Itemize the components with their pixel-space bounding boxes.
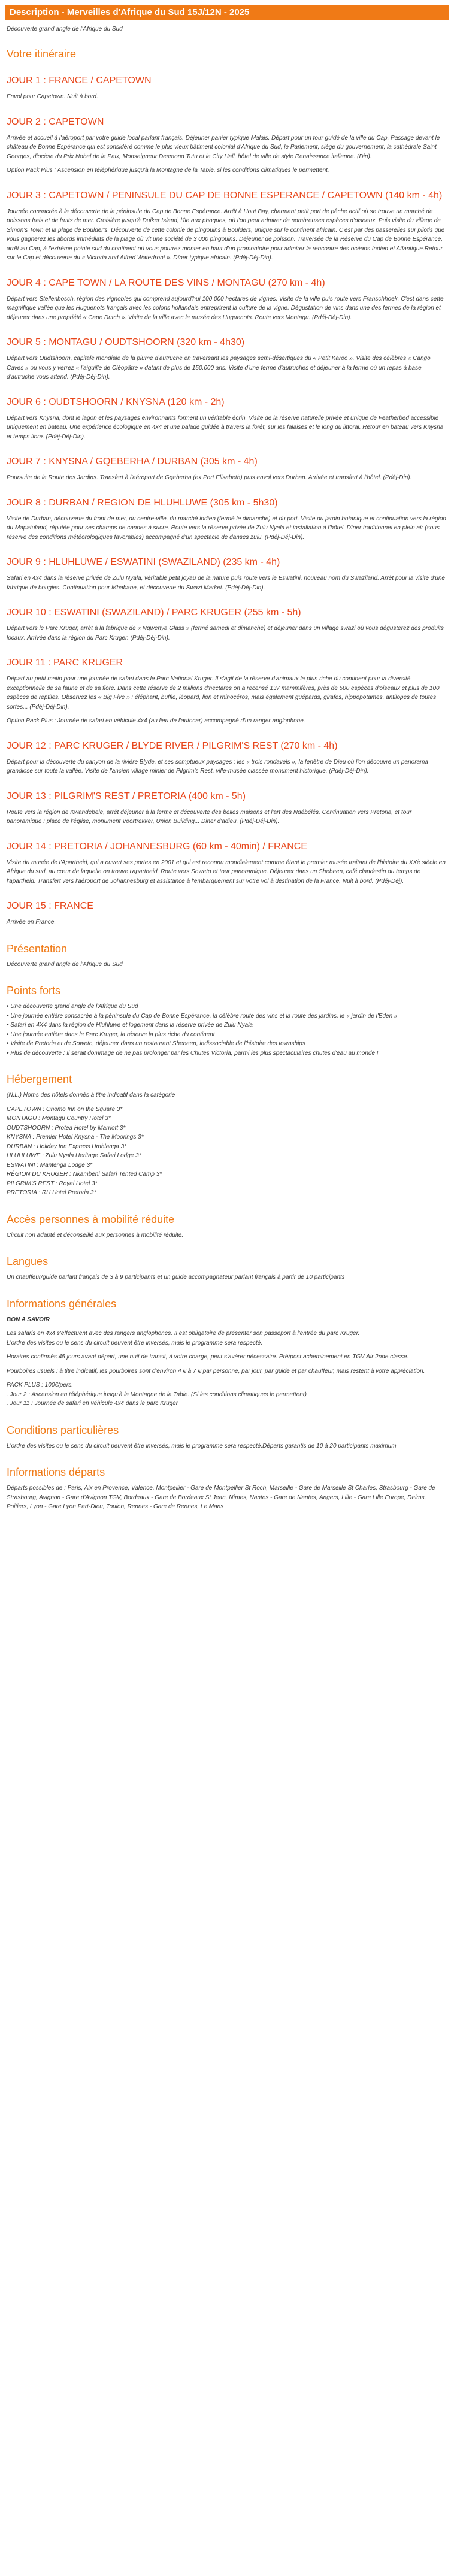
departures-heading: Informations départs bbox=[7, 1466, 105, 1478]
day-description: Visite du musée de l'Apartheid, qui a ouvert ses portes en 2001 et qui est reconnu mondialement comme étant le premier musée traitant de l'histoire du XXè siècle en Afrique du sud, au cœur de laquelle on trouve l'apartheid. Route vers Soweto et tour panoramique. Déjeuner dans un Shebeen, café clandestin du temps de l'apartheid. Transfert vers l'aéroport de Johannesburg et assistance à l'embarquement sur votre vol à destination de la France. Nuit à bord. (Pdéj-Déj). bbox=[7, 859, 446, 885]
highlights-list bbox=[7, 1002, 447, 1058]
day-description: Option Pack Plus : Journée de safari en véhicule 4x4 (au lieu de l'autocar) accompagné d'un ranger anglophone. bbox=[7, 718, 305, 724]
hotel-item: HLUHLUWE : Zulu Nyala Heritage Safari Lodge 3* bbox=[7, 1152, 141, 1159]
general-info-text bbox=[7, 1329, 447, 1409]
day-description: Départ vers Stellenbosch, région des vignobles qui comprend aujourd'hui 100 000 hectares de vignes. Visite de la ville puis route vers Franschhoek. C'est dans cette magnifique vallée que les Huguenots français avec les colons hollandais entreprirent la culture de la vigne. Dégustation de vins dans une des fermes de la région et déjeuner dans une propriété « Cape Dutch ». Visite de la ville avec le musée des Huguenots. Route vers Montagu. (Pdéj-Déj-Din). bbox=[7, 295, 444, 321]
itinerary-days bbox=[7, 75, 447, 927]
highlight-item: • Safari en 4X4 dans la région de Hluhluwe et logement dans la réserve privée de Zulu Nyala bbox=[7, 1022, 253, 1028]
highlight-item: • Une journée entière consacrée à la péninsule du Cap de Bonne Espérance, la célèbre route des vins et la route des jardins, le « jardin de l'Eden » bbox=[7, 1012, 398, 1019]
highlight-item: • Une journée entière dans le Parc Kruger, la réserve la plus riche du continent bbox=[7, 1031, 215, 1038]
accessibility-text: Circuit non adapté et déconseillé aux personnes à mobilité réduite. bbox=[7, 1231, 184, 1239]
day-description: Envol pour Capetown. Nuit à bord. bbox=[7, 93, 98, 100]
general-info-paragraph: Horaires confirmés 45 jours avant départ, une nuit de transit, à votre charge, peut s'avérer nécessaire. Pré/post acheminement en TGV Air 2nde classe. bbox=[7, 1354, 409, 1360]
presentation-text: Découverte grand angle de l'Afrique du Sud bbox=[7, 961, 123, 968]
day-heading: JOUR 7 : KNYSNA / GQEBERHA / DURBAN (305 km - 4h) bbox=[7, 456, 258, 467]
hotel-item: KNYSNA : Premier Hotel Knysna - The Moorings 3* bbox=[7, 1134, 144, 1140]
day-description: Départ pour la découverte du canyon de la rivière Blyde, et ses somptueux paysages : les « trois rondavels », la fenêtre de Dieu où l'on découvre un panorama grandiose sur toute la vallée. Visite de l'ancien village minier de Pilgrim's Rest, ville-musée classée monument historique. (Pdéj-Déj-Din). bbox=[7, 758, 428, 774]
page-title-banner bbox=[5, 5, 449, 20]
day-heading: JOUR 4 : CAPE TOWN / LA ROUTE DES VINS / MONTAGU (270 km - 4h) bbox=[7, 277, 325, 288]
hotel-item: PILGRIM'S REST : Royal Hotel 3* bbox=[7, 1180, 98, 1187]
day-heading: JOUR 3 : CAPETOWN / PENINSULE DU CAP DE BONNE ESPERANCE / CAPETOWN (140 km - 4h) bbox=[7, 190, 443, 201]
day-description: Départ au petit matin pour une journée de safari dans le Parc National Kruger. Il s'agit de la réserve d'animaux la plus riche du continent pour la diversité exceptionnelle de sa faune et de sa flore. Dans cette réserve de 2 millions d'hectares on a recensé 137 mammifères, près de 500 espèces d'oiseaux et plus de 100 espèces de reptiles. Observez les « Big Five » : éléphant, buffle, léopard, lion et rhinocéros, mais également guépards, girafes, hippopotames, antilopes de toutes sortes... (Pdéj-Déj-Din). bbox=[7, 676, 440, 710]
languages-heading: Langues bbox=[7, 1255, 49, 1267]
day-description: Option Pack Plus : Ascension en téléphérique jusqu'à la Montagne de la Table, si les conditions climatiques le permettent. bbox=[7, 167, 329, 174]
day-description: Route vers la région de Kwandebele, arrêt déjeuner à la ferme et découverte des belles maisons et l'art des Ndébélés. Continuation vers Pretoria, et tour panoramique : place de l'église, monument Voortrekker, Union Building... Diner d'adieu. (Pdéj-Déj-Din). bbox=[7, 809, 412, 825]
day-heading: JOUR 9 : HLUHLUWE / ESWATINI (SWAZILAND) (235 km - 4h) bbox=[7, 557, 280, 567]
day-heading: JOUR 6 : OUDTSHOORN / KNYSNA (120 km - 2h) bbox=[7, 396, 225, 407]
conditions-heading: Conditions particulières bbox=[7, 1424, 119, 1436]
itinerary-heading: Votre itinéraire bbox=[7, 48, 77, 60]
day-heading: JOUR 13 : PILGRIM'S REST / PRETORIA (400 km - 5h) bbox=[7, 791, 246, 801]
day-heading: JOUR 14 : PRETORIA / JOHANNESBURG (60 km - 40min) / FRANCE bbox=[7, 841, 308, 852]
hotel-item: ESWATINI : Mantenga Lodge 3* bbox=[7, 1161, 93, 1169]
day-heading: JOUR 12 : PARC KRUGER / BLYDE RIVER / PILGRIM'S REST (270 km - 4h) bbox=[7, 740, 338, 751]
day-heading: JOUR 5 : MONTAGU / OUDTSHOORN (320 km - 4h30) bbox=[7, 337, 245, 347]
highlights-heading: Points forts bbox=[7, 985, 61, 997]
highlight-item: • Plus de découverte : Il serait dommage de ne pas prolonger par les Chutes Victoria, parmi les plus spectaculaires chutes d'eau au monde ! bbox=[7, 1049, 379, 1057]
hotel-item: RÉGION DU KRUGER : Nkambeni Safari Tented Camp 3* bbox=[7, 1171, 162, 1177]
day-description: Visite de Durban, découverte du front de mer, du centre-ville, du marché indien (fermé le dimanche) et du port. Visite du jardin botanique et continuation vers la région du Mapatuland, réputée pour ses champs de cannes à sucre. Route vers la réserve privée de Zulu Nyala et installation à l'hôtel. Dîner traditionnel en plein air (sous réserve des conditions météorologiques favorables) accompagné d'un spectacle de danses zulu. (Pdéj-Déj-Din). bbox=[7, 515, 446, 541]
day-heading: JOUR 10 : ESWATINI (SWAZILAND) / PARC KRUGER (255 km - 5h) bbox=[7, 607, 301, 617]
day-heading: JOUR 2 : CAPETOWN bbox=[7, 116, 104, 127]
general-info-paragraph: PACK PLUS : 100€/pers. . Jour 2 : Ascension en téléphérique jusqu'à la Montagne de la Table. (Si les conditions climatiques le permettent) . Jour 11 : Journée de safari en véhicule 4x4 dans le parc Kruger bbox=[7, 1382, 307, 1407]
day-description: Départ vers Oudtshoorn, capitale mondiale de la plume d'autruche en traversant les paysages semi-désertiques du « Petit Karoo ». Visite des célèbres « Cango Caves » ou vous y verrez « l'aiguille de Cléopâtre » datant de plus de 150.000 ans. Visite d'une ferme d'autruches et déjeuner à la ferme où un repas à base d'autruche vous attend. (Pdéj-Déj-Din). bbox=[7, 355, 431, 380]
highlight-item: • Une découverte grand angle de l'Afrique du Sud bbox=[7, 1003, 138, 1010]
main-content bbox=[0, 26, 454, 1512]
accessibility-heading: Accès personnes à mobilité réduite bbox=[7, 1213, 175, 1225]
day-description: Arrivée et accueil à l'aéroport par votre guide local parlant français. Déjeuner panier typique Malais. Départ pour un tour guidé de la ville du Cap. Passage devant le château de Bonne Espérance qui est considéré comme le plus vieux bâtiment colonial d'Afrique du Sud, le Parlement, siège du gouvernement, la cathédrale Saint Georges, diocèse du Prix Nobel de la Paix, Monseigneur Desmond Tutu et le City Hall, hôtel de ville de style Renaissance italienne. (Din). bbox=[7, 134, 440, 160]
day-description: Journée consacrée à la découverte de la péninsule du Cap de Bonne Espérance. Arrêt à Hout Bay, charmant petit port de pêche actif où se trouve un marché de poissons frais et de fruits de mer. Croisière jusqu'à Duiker Island, l'île aux phoques, où l'on peut admirer de nombreuses espèces d'oiseaux. Puis visite du village de Simon's Town et la plage de Boulder's. Découverte de cette colonie de pingouins à Boulders, unique sur le continent africain. C'est par des passerelles sur pilotis que vous gagnerez les abords immédiats de la plage où vit une société de 3 000 pingouins. Déjeuner de poisson. Traversée de la Réserve du Cap de Bonne Espérance, arrêt au Cap, à l'extrême pointe sud du continent où vous pourrez monter en haut d'un promontoire pour admirer la rencontre des océans Indien et Atlantique.Retour sur le Cap et découverte du « Victoria and Alfred Waterfront ». Dîner typique africain. (Pdéj-Déj-Din). bbox=[7, 208, 445, 261]
accommodation-heading: Hébergement bbox=[7, 1073, 72, 1085]
subtitle: Découverte grand angle de l'Afrique du Sud bbox=[7, 26, 123, 32]
day-description: Poursuite de la Route des Jardins. Transfert à l'aéroport de Gqeberha (ex Port Elisabeth) puis envol vers Durban. Arrivée et transfert à l'hôtel. (Pdéj-Din). bbox=[7, 474, 412, 481]
departures-text: Départs possibles de : Paris, Aix en Provence, Valence, Montpellier - Gare de Montpellier St Roch, Marseille - Gare de Marseille St Charles, Strasbourg - Gare de Strasbourg, Avignon - Gare d'Avignon TGV, Bordeaux - Gare de Bordeaux St Jean, Nîmes, Nantes - Gare de Nantes, Angers, Lille - Gare Lille Europe, Reims, Poitiers, Lyon - Gare Lyon Part-Dieu, Toulon, Rennes - Gare de Rennes, Le Mans bbox=[7, 1485, 435, 1510]
day-description: Safari en 4x4 dans la réserve privée de Zulu Nyala, véritable petit joyau de la nature puis route vers le Eswatini, nouveau nom du Swaziland. Arrêt pour la visite d'une fabrique de bougies. Continuation pour Mbabane, et découverte du Swazi Market. (Pdéj-Déj-Din). bbox=[7, 575, 445, 591]
day-heading: JOUR 15 : FRANCE bbox=[7, 901, 93, 911]
hotel-list bbox=[7, 1105, 447, 1198]
accommodation-intro: (N.L.) Noms des hôtels donnés à titre indicatif dans la catégorie bbox=[7, 1092, 175, 1098]
day-description: Départ vers Knysna, dont le lagon et les paysages environnants forment un véritable écrin. Visite de la réserve naturelle privée et unique de Featherbed accessible uniquement en bateau. Une expérience écologique en 4x4 et une balade guidée à travers la forêt, sur les falaises et le long du littoral. Retour en bateau vers Knysna et temps libre. (Pdéj-Déj-Din). bbox=[7, 414, 444, 440]
conditions-text: L'ordre des visites ou le sens du circuit peuvent être inversés, mais le programme sera respecté.Départs garantis de 10 à 20 participants maximum bbox=[7, 1442, 397, 1449]
day-heading: JOUR 8 : DURBAN / REGION DE HLUHLUWE (305 km - 5h30) bbox=[7, 497, 278, 508]
day-heading: JOUR 1 : FRANCE / CAPETOWN bbox=[7, 75, 152, 86]
hotel-item: MONTAGU : Montagu Country Hotel 3* bbox=[7, 1115, 111, 1122]
day-description: Départ vers le Parc Kruger, arrêt à la fabrique de « Ngwenya Glass » (fermé samedi et dimanche) et déjeuner dans un village swazi où vous dégusterez des produits locaux. Arrivée dans la région du Parc Kruger. (Pdéj-Déj-Din). bbox=[7, 625, 444, 641]
hotel-item: OUDTSHOORN : Protea Hotel by Marriott 3* bbox=[7, 1124, 126, 1131]
general-info-paragraph: Pourboires usuels : à titre indicatif, les pourboires sont d'environ 4 € à 7 € par personne, par jour, par guide et par chauffeur, mais restent à votre appréciation. bbox=[7, 1367, 425, 1375]
hotel-item: CAPETOWN : Onomo Inn on the Square 3* bbox=[7, 1106, 123, 1113]
hotel-item: DURBAN : Holiday Inn Express Umhlanga 3* bbox=[7, 1143, 127, 1150]
general-info-heading: Informations générales bbox=[7, 1297, 117, 1310]
highlight-item: • Visite de Pretoria et de Soweto, déjeuner dans un restaurant Shebeen, indissociable de l'histoire des townships bbox=[7, 1040, 305, 1047]
page-title: Description - Merveilles d'Afrique du Sud 15J/12N - 2025 bbox=[10, 7, 250, 17]
day-heading: JOUR 11 : PARC KRUGER bbox=[7, 658, 123, 668]
presentation-heading: Présentation bbox=[7, 942, 68, 955]
languages-text: Un chauffeur/guide parlant français de 3 à 9 participants et un guide accompagnateur parlant français à partir de 10 participants bbox=[7, 1274, 345, 1281]
general-info-paragraph: Les safaris en 4x4 s'effectuent avec des rangers anglophones. Il est obligatoire de présenter son passeport à l'entrée du parc Kruger. L'ordre des visites ou le sens du circuit peuvent être inversés, mais le programme sera respecté. bbox=[7, 1330, 360, 1346]
day-description: Arrivée en France. bbox=[7, 919, 56, 925]
good-to-know-label: BON A SAVOIR bbox=[7, 1316, 50, 1323]
hotel-item: PRETORIA : RH Hotel Pretoria 3* bbox=[7, 1189, 96, 1196]
